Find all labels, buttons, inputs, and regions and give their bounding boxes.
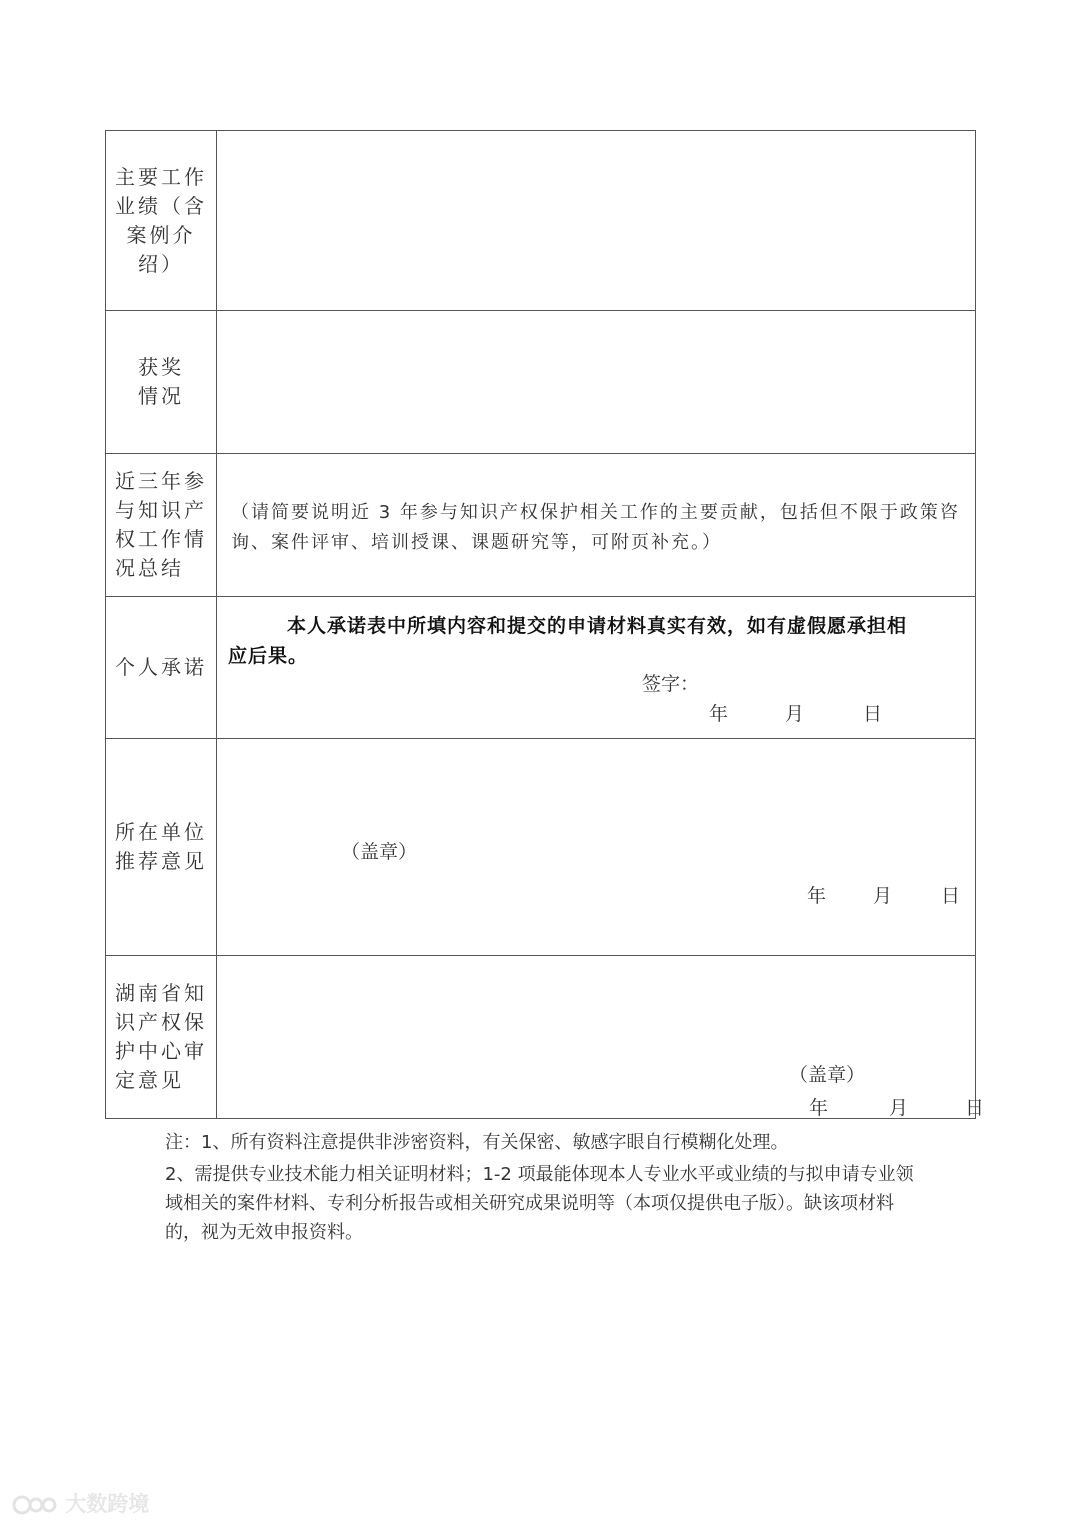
unit-date-day: 日 [941, 885, 961, 907]
unit-seal-label: （盖章） [341, 841, 418, 863]
field-awards[interactable] [217, 311, 975, 453]
field-center-approval[interactable] [217, 956, 985, 1119]
label-work-achievements: 主要工作业绩（含案例介绍） [115, 164, 207, 276]
pledge-date-year: 年 [709, 703, 729, 725]
center-date-month: 月 [889, 1097, 909, 1119]
application-form-table [105, 130, 985, 1119]
ip-summary-hint: （请简要说明近 3 年参与知识产权保护相关工作的主要贡献，包括但不限于政策咨询、案件评审、培训授课、课题研究等，可附页补充。） [231, 502, 960, 553]
field-unit-recommendation[interactable] [217, 739, 975, 955]
field-ip-summary[interactable] [217, 454, 975, 596]
field-work-achievements[interactable] [217, 131, 975, 310]
label-personal-pledge: 个人承诺 [115, 655, 207, 679]
unit-date-year: 年 [807, 885, 827, 907]
row-ip-summary [106, 454, 975, 597]
watermark [12, 1488, 149, 1514]
label-unit-recommendation: 所在单位推荐意见 [115, 820, 207, 873]
footnote-2: 2、需提供专业技术能力相关证明材料；1-2 项最能体现本人专业水平或业绩的与拟申请专业领域相关的案件材料、专利分析报告或相关研究成果说明等（本项仅提供电子版）。缺该项材料的，视为无效申报资料。 [165, 1164, 914, 1243]
row-center-approval [106, 956, 985, 1119]
signature-label: 签字： [642, 673, 700, 695]
row-work-achievements [106, 131, 975, 311]
label-center-approval: 湖南省知识产权保护中心审定意见 [115, 981, 207, 1092]
label-awards: 获奖情况 [138, 355, 184, 408]
center-date-year: 年 [809, 1097, 829, 1119]
center-seal-label: （盖章） [789, 1064, 866, 1086]
row-awards [106, 311, 975, 454]
pledge-text-line1: 本人承诺表中所填内容和提交的申请材料真实有效，如有虚假愿承担相 [287, 615, 908, 637]
footnote-1: 注：1、所有资料注意提供非涉密资料，有关保密、敏感字眼自行模糊化处理。 [165, 1132, 789, 1153]
logo-icon [12, 1492, 65, 1516]
pledge-date-month: 月 [785, 703, 805, 725]
row-personal-pledge [106, 597, 975, 739]
watermark-text: 大数跨境 [65, 1492, 150, 1516]
pledge-text-line2: 应后果。 [228, 645, 309, 667]
center-date-day: 日 [965, 1097, 985, 1119]
row-unit-recommendation [106, 739, 975, 956]
unit-date-month: 月 [873, 885, 893, 907]
pledge-date-day: 日 [863, 703, 883, 725]
label-ip-summary: 近三年参与知识产权工作情况总结 [115, 469, 207, 580]
